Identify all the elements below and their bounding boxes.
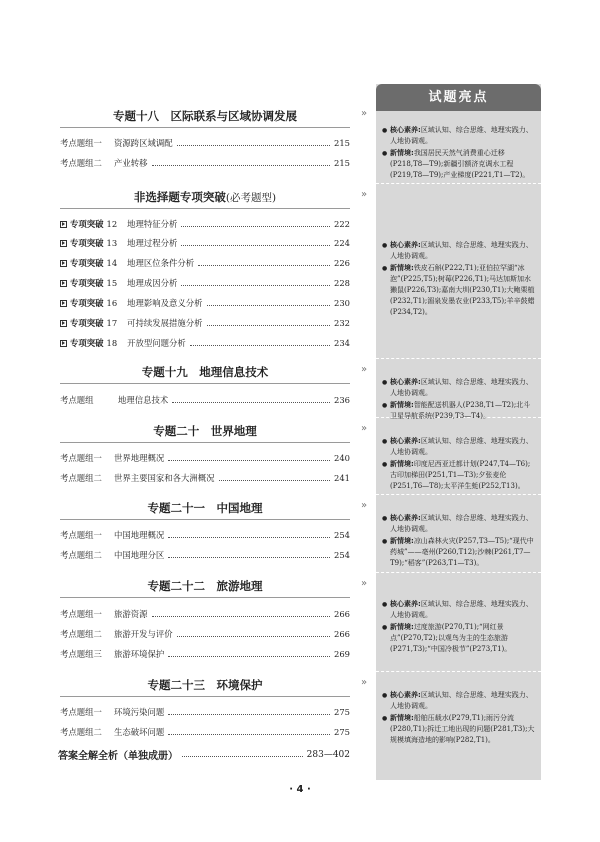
leader-dots <box>177 636 330 637</box>
page-number: · 4 · <box>289 784 311 795</box>
arrow-icon: » <box>361 578 368 589</box>
entry-label: 考点题组二 <box>60 473 102 483</box>
entry-label: 考点题组二 <box>60 158 102 168</box>
special-label: 专项突破 <box>70 238 104 248</box>
special-entry[interactable] <box>60 217 350 231</box>
entry-title: 世界地理概况 <box>114 453 165 463</box>
toc-entry[interactable] <box>60 528 350 542</box>
core-literacy <box>382 240 536 262</box>
core-literacy <box>382 436 536 458</box>
toc-entry[interactable] <box>60 725 350 739</box>
entry-title: 资源跨区域调配 <box>114 138 173 148</box>
sidebar-title: 试题亮点 <box>376 84 541 111</box>
entry-title: 地理成因分析 <box>127 278 178 288</box>
toc-entry[interactable] <box>60 471 350 485</box>
core-label: 核心素养: <box>390 691 421 699</box>
highlight-block <box>382 513 536 570</box>
special-label: 专项突破 <box>70 298 104 308</box>
leader-dots <box>198 265 330 266</box>
entry-label: 考点题组一 <box>60 530 102 540</box>
entry-title: 产业转移 <box>114 158 148 168</box>
toc-entry[interactable] <box>60 548 350 562</box>
toc-entry[interactable] <box>60 136 350 150</box>
section-title-main: 非选择题专项突破 <box>133 190 226 204</box>
new-label: 新情境: <box>390 623 414 631</box>
sidebar-divider <box>376 358 541 359</box>
leader-dots <box>190 345 330 346</box>
leader-dots <box>181 285 330 286</box>
sidebar-divider <box>376 183 541 184</box>
highlights-sidebar <box>376 84 541 780</box>
new-text: 智能配送机器人(P238,T1—T2);北斗卫星导航系统(P239,T3—T4)。 <box>390 401 531 420</box>
entry-page: 275 <box>334 707 350 717</box>
leader-dots <box>168 460 330 461</box>
entry-title: 中国地理分区 <box>114 550 165 560</box>
entry-title: 旅游资源 <box>114 609 148 619</box>
leader-dots <box>168 734 330 735</box>
highlight-block <box>382 599 536 656</box>
leader-dots <box>219 480 331 481</box>
leader-dots <box>168 537 330 538</box>
arrow-icon: » <box>361 677 368 688</box>
section-divider <box>60 208 350 209</box>
core-text: 区域认知、综合思维、地理实践力、人地协调观。 <box>390 600 533 619</box>
core-text: 区域认知、综合思维、地理实践力、人地协调观。 <box>390 437 533 456</box>
new-text: 我国居民天然气消费重心迁移(P218,T8—T9);新疆引额济克调水工程(P219,T8—T9);产业梯度(P221,T1—T2)。 <box>390 149 530 179</box>
core-text: 区域认知、综合思维、地理实践力、人地协调观。 <box>390 378 533 397</box>
core-label: 核心素养: <box>390 126 421 134</box>
highlight-block <box>382 377 536 423</box>
new-label: 新情境: <box>390 149 414 157</box>
entry-page: 236 <box>334 395 350 405</box>
entry-label: 考点题组 <box>60 395 94 405</box>
entry-page: 228 <box>334 278 350 288</box>
leader-dots <box>152 165 331 166</box>
new-label: 新情境: <box>390 401 414 409</box>
section-title[interactable]: 专题二十二 旅游地理 <box>147 579 263 593</box>
entry-title: 环境污染问题 <box>114 707 165 717</box>
core-text: 区域认知、综合思维、地理实践力、人地协调观。 <box>390 514 533 533</box>
leader-dots <box>168 656 330 657</box>
core-literacy <box>382 377 536 399</box>
entry-title: 旅游开发与评价 <box>114 629 173 639</box>
highlight-block <box>382 125 536 182</box>
special-number: 12 <box>106 219 118 229</box>
entry-title: 可持续发展措施分析 <box>127 318 203 328</box>
entry-page: 266 <box>334 609 350 619</box>
new-text: 凉山森林火灾(P257,T3—T5);“现代中药城”——亳州(P260,T12);沙棘(P261,T7—T9);“稻客”(P263,T1—T3)。 <box>390 537 534 567</box>
new-text: 印度尼西亚迁都计划(P247,T4—T6);古印加梯田(P251,T1—T3);夕张麦伦(P251,T6—T8);太平洋生蚝(P252,T13)。 <box>390 460 531 490</box>
core-label: 核心素养: <box>390 437 421 445</box>
leader-dots <box>172 402 330 403</box>
core-label: 核心素养: <box>390 600 421 608</box>
special-number: 17 <box>106 318 118 328</box>
entry-page: 241 <box>334 473 350 483</box>
arrow-icon: » <box>361 364 368 375</box>
toc-entry[interactable] <box>60 627 350 641</box>
section-divider <box>60 597 350 598</box>
toc-entry[interactable] <box>60 647 350 661</box>
entry-page: 254 <box>334 550 350 560</box>
entry-page: 269 <box>334 649 350 659</box>
answer-page: 283—402 <box>306 749 350 760</box>
entry-page: 234 <box>334 338 350 348</box>
leader-dots <box>181 226 330 227</box>
special-label: 专项突破 <box>70 278 104 288</box>
special-entry[interactable] <box>60 316 350 330</box>
entry-title: 地理特征分析 <box>127 219 178 229</box>
special-number: 13 <box>106 238 118 248</box>
entry-page: 224 <box>334 238 350 248</box>
core-literacy <box>382 125 536 147</box>
highlight-block <box>382 690 536 747</box>
entry-label: 考点题组一 <box>60 707 102 717</box>
section-title[interactable] <box>60 189 350 205</box>
answer-title: 答案全解全析（单独成册） <box>58 751 178 762</box>
toc-entry[interactable] <box>60 705 350 719</box>
highlight-block <box>382 436 536 493</box>
entry-page: 275 <box>334 727 350 737</box>
new-text: 铁皮石斛(P222,T1);亚伯拉罕湖“冰泡”(P225,T5);树莓(P226,T1);马达加斯加水獭鼠(P226,T3);嘉南大圳(P230,T1);大鲍栗植(P232,T1);湄泉发墨农业(P233,T5);羊辛鼓蜡(P234,T2)。 <box>390 264 535 316</box>
entry-page: 222 <box>334 219 350 229</box>
core-label: 核心素养: <box>390 514 421 522</box>
entry-title: 生态破坏问题 <box>114 727 165 737</box>
entry-title: 旅游环境保护 <box>114 649 165 659</box>
entry-title: 地理区位条件分析 <box>127 258 195 268</box>
section-divider <box>60 127 350 128</box>
special-number: 14 <box>106 258 118 268</box>
entry-page: 215 <box>334 138 350 148</box>
leader-dots <box>207 305 330 306</box>
entry-label: 考点题组一 <box>60 609 102 619</box>
leader-dots <box>177 145 330 146</box>
entry-page: 240 <box>334 453 350 463</box>
section-title[interactable]: 专题十九 地理信息技术 <box>141 365 269 379</box>
section-title[interactable]: 专题二十 世界地理 <box>153 424 257 438</box>
leader-dots <box>182 756 303 757</box>
new-label: 新情境: <box>390 714 414 722</box>
play-icon <box>60 340 67 347</box>
entry-label: 考点题组二 <box>60 550 102 560</box>
new-context <box>382 148 536 181</box>
new-text: 船舶压载水(P279,T1);雨污分流(P280,T1);拆迁工地出现的问题(P281,T3);大规模填海造地的影响(P282,T1)。 <box>390 714 535 744</box>
entry-label: 考点题组一 <box>60 453 102 463</box>
special-entry[interactable] <box>60 336 350 350</box>
section-divider <box>60 519 350 520</box>
entry-title: 世界主要国家和各大洲概况 <box>114 473 215 483</box>
new-context <box>382 713 536 746</box>
play-icon <box>60 260 67 267</box>
section-divider <box>60 442 350 443</box>
special-entry[interactable] <box>60 256 350 270</box>
entry-page: 230 <box>334 298 350 308</box>
special-label: 专项突破 <box>70 219 104 229</box>
highlight-block <box>382 240 536 319</box>
entry-page: 226 <box>334 258 350 268</box>
entry-page: 254 <box>334 530 350 540</box>
special-number: 18 <box>106 338 118 348</box>
entry-title: 地理过程分析 <box>127 238 178 248</box>
toc-entry[interactable] <box>60 393 350 407</box>
core-label: 核心素养: <box>390 241 421 249</box>
leader-dots <box>181 245 330 246</box>
new-label: 新情境: <box>390 460 414 468</box>
special-number: 15 <box>106 278 118 288</box>
entry-title: 地理影响及意义分析 <box>127 298 203 308</box>
arrow-icon: » <box>361 189 368 200</box>
core-text: 区域认知、综合思维、地理实践力、人地协调观。 <box>390 126 533 145</box>
new-context <box>382 400 536 422</box>
entry-label: 考点题组一 <box>60 138 102 148</box>
play-icon <box>60 240 67 247</box>
answer-entry[interactable] <box>58 747 350 762</box>
section-title[interactable]: 专题二十一 中国地理 <box>147 501 263 515</box>
special-entry[interactable] <box>60 236 350 250</box>
section-title[interactable]: 专题二十三 环境保护 <box>147 678 263 692</box>
core-text: 区域认知、综合思维、地理实践力、人地协调观。 <box>390 241 533 260</box>
special-label: 专项突破 <box>70 318 104 328</box>
new-context <box>382 263 536 318</box>
special-number: 16 <box>106 298 118 308</box>
new-context <box>382 459 536 492</box>
new-label: 新情境: <box>390 537 414 545</box>
new-context <box>382 622 536 655</box>
arrow-icon: » <box>361 500 368 511</box>
arrow-icon: » <box>361 108 368 119</box>
special-entry[interactable] <box>60 276 350 290</box>
core-literacy <box>382 513 536 535</box>
leader-dots <box>207 325 330 326</box>
leader-dots <box>152 616 331 617</box>
new-context <box>382 536 536 569</box>
leader-dots <box>168 557 330 558</box>
sidebar-divider <box>376 572 541 573</box>
toc-entry[interactable] <box>60 156 350 170</box>
section-subtitle: (必考题型) <box>225 192 277 204</box>
special-label: 专项突破 <box>70 338 104 348</box>
entry-title: 开放型问题分析 <box>127 338 186 348</box>
section-divider <box>60 383 350 384</box>
entry-page: 215 <box>334 158 350 168</box>
arrow-icon: » <box>361 423 368 434</box>
section-title[interactable]: 专题十八 区际联系与区域协调发展 <box>113 109 297 123</box>
core-literacy <box>382 599 536 621</box>
entry-label: 考点题组三 <box>60 649 102 659</box>
sidebar-divider <box>376 494 541 495</box>
core-text: 区域认知、综合思维、地理实践力、人地协调观。 <box>390 691 533 710</box>
play-icon <box>60 300 67 307</box>
section-divider <box>60 696 350 697</box>
toc-entry[interactable] <box>60 451 350 465</box>
core-label: 核心素养: <box>390 378 421 386</box>
entry-page: 266 <box>334 629 350 639</box>
entry-title: 中国地理概况 <box>114 530 165 540</box>
entry-label: 考点题组二 <box>60 629 102 639</box>
play-icon <box>60 280 67 287</box>
special-label: 专项突破 <box>70 258 104 268</box>
core-literacy <box>382 690 536 712</box>
toc-entry[interactable] <box>60 607 350 621</box>
special-entry[interactable] <box>60 296 350 310</box>
entry-label: 考点题组二 <box>60 727 102 737</box>
sidebar-divider <box>376 671 541 672</box>
new-text: 过度旅游(P270,T1);“网红景点”(P270,T2);以观鸟为主的生态旅游(P271,T3);“中国冷极节”(P273,T1)。 <box>390 623 512 653</box>
play-icon <box>60 221 67 228</box>
new-label: 新情境: <box>390 264 414 272</box>
entry-title: 地理信息技术 <box>118 395 169 405</box>
play-icon <box>60 320 67 327</box>
leader-dots <box>168 714 330 715</box>
entry-page: 232 <box>334 318 350 328</box>
